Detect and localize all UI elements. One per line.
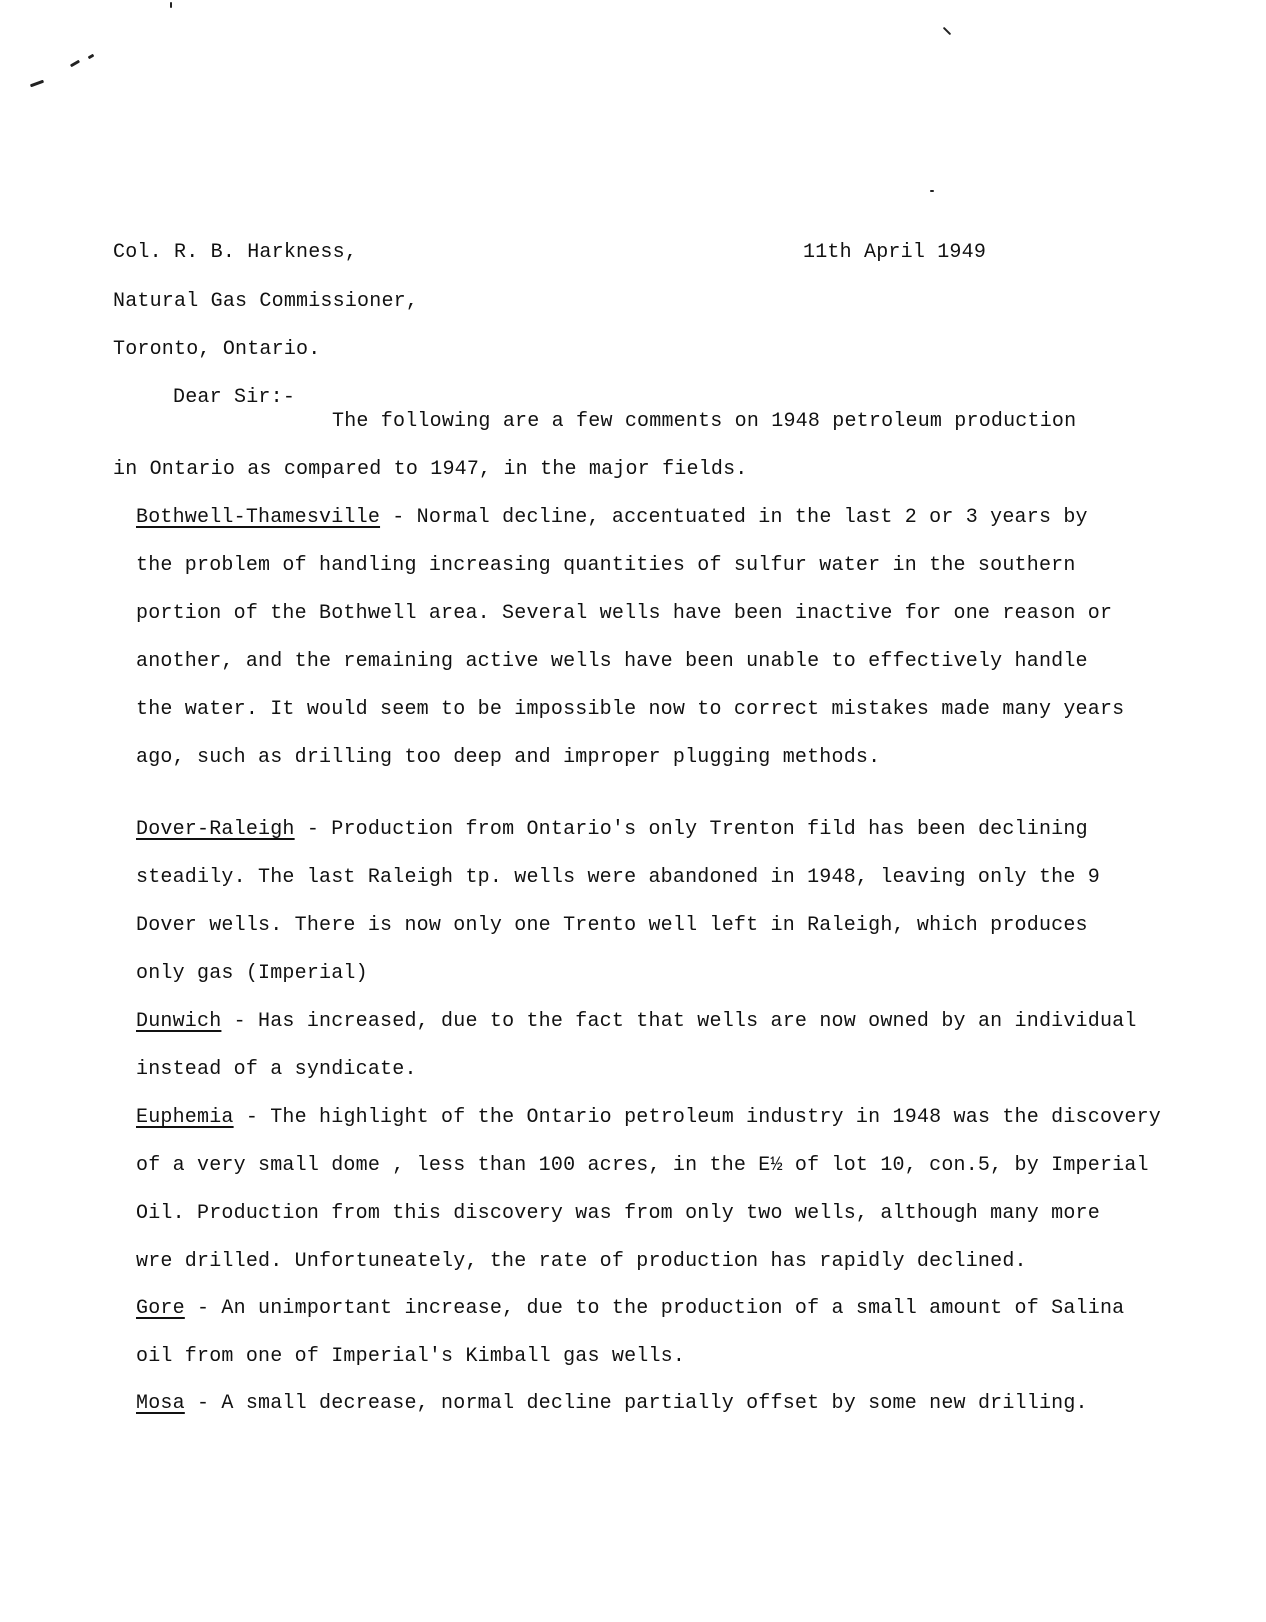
field-heading: Gore bbox=[136, 1297, 185, 1320]
field-text: - A small decrease, normal decline partially offset by some new drilling. bbox=[184, 1392, 1088, 1415]
field-paragraph-line bbox=[136, 1106, 1161, 1130]
field-paragraph-line: instead of a syndicate. bbox=[136, 1058, 417, 1081]
field-paragraph-line: the water. It would seem to be impossible now to correct mistakes made many years bbox=[136, 698, 1125, 721]
field-text: - Production from Ontario's only Trenton fild has been declining bbox=[294, 818, 1088, 841]
field-heading: Euphemia bbox=[136, 1106, 234, 1129]
letter-date: 11th April 1949 bbox=[803, 241, 987, 264]
field-paragraph-line bbox=[136, 1297, 1124, 1321]
field-paragraph-line: Dover wells. There is now only one Trento well left in Raleigh, which produces bbox=[136, 914, 1088, 937]
field-text: - The highlight of the Ontario petroleum industry in 1948 was the discovery bbox=[233, 1106, 1161, 1129]
field-paragraph-line bbox=[136, 1010, 1137, 1034]
field-paragraph-line bbox=[136, 506, 1088, 530]
field-heading: Dover-Raleigh bbox=[136, 818, 295, 841]
field-paragraph-line: portion of the Bothwell area. Several wells have been inactive for one reason or bbox=[136, 602, 1113, 625]
field-text: - Normal decline, accentuated in the last 2 or 3 years by bbox=[380, 506, 1088, 529]
scan-speck bbox=[170, 2, 172, 8]
field-paragraph-line: ago, such as drilling too deep and improper plugging methods. bbox=[136, 746, 881, 769]
field-paragraph-line: Oil. Production from this discovery was from only two wells, although many more bbox=[136, 1202, 1100, 1225]
field-paragraph-line: wre drilled. Unfortuneately, the rate of production has rapidly declined. bbox=[136, 1250, 1027, 1273]
field-paragraph-line: the problem of handling increasing quantities of sulfur water in the southern bbox=[136, 554, 1076, 577]
field-text: - An unimportant increase, due to the production of a small amount of Salina bbox=[184, 1297, 1125, 1320]
scan-speck bbox=[30, 80, 44, 88]
scan-speck bbox=[930, 190, 934, 192]
salutation: Dear Sir:- bbox=[173, 386, 296, 409]
field-paragraph-line: only gas (Imperial) bbox=[136, 962, 368, 985]
intro-line: in Ontario as compared to 1947, in the major fields. bbox=[113, 458, 748, 481]
field-paragraph-line bbox=[136, 818, 1088, 842]
field-heading: Mosa bbox=[136, 1392, 185, 1415]
recipient-location: Toronto, Ontario. bbox=[113, 338, 321, 361]
field-text: - Has increased, due to the fact that wells are now owned by an individual bbox=[221, 1010, 1137, 1033]
field-heading: Dunwich bbox=[136, 1010, 222, 1033]
recipient-name: Col. R. B. Harkness, bbox=[113, 241, 358, 264]
field-paragraph-line: of a very small dome , less than 100 acres, in the E½ of lot 10, con.5, by Imperial bbox=[136, 1154, 1149, 1177]
field-paragraph-line: steadily. The last Raleigh tp. wells were abandoned in 1948, leaving only the 9 bbox=[136, 866, 1100, 889]
scan-speck bbox=[70, 60, 80, 68]
recipient-title: Natural Gas Commissioner, bbox=[113, 290, 419, 313]
scan-speck bbox=[943, 27, 951, 35]
intro-line: The following are a few comments on 1948 petroleum production bbox=[332, 410, 1077, 433]
field-paragraph-line bbox=[136, 1392, 1088, 1416]
field-paragraph-line: oil from one of Imperial's Kimball gas wells. bbox=[136, 1345, 686, 1368]
field-heading: Bothwell-Thamesville bbox=[136, 506, 381, 529]
field-paragraph-line: another, and the remaining active wells have been unable to effectively handle bbox=[136, 650, 1088, 673]
scan-speck bbox=[88, 54, 95, 60]
